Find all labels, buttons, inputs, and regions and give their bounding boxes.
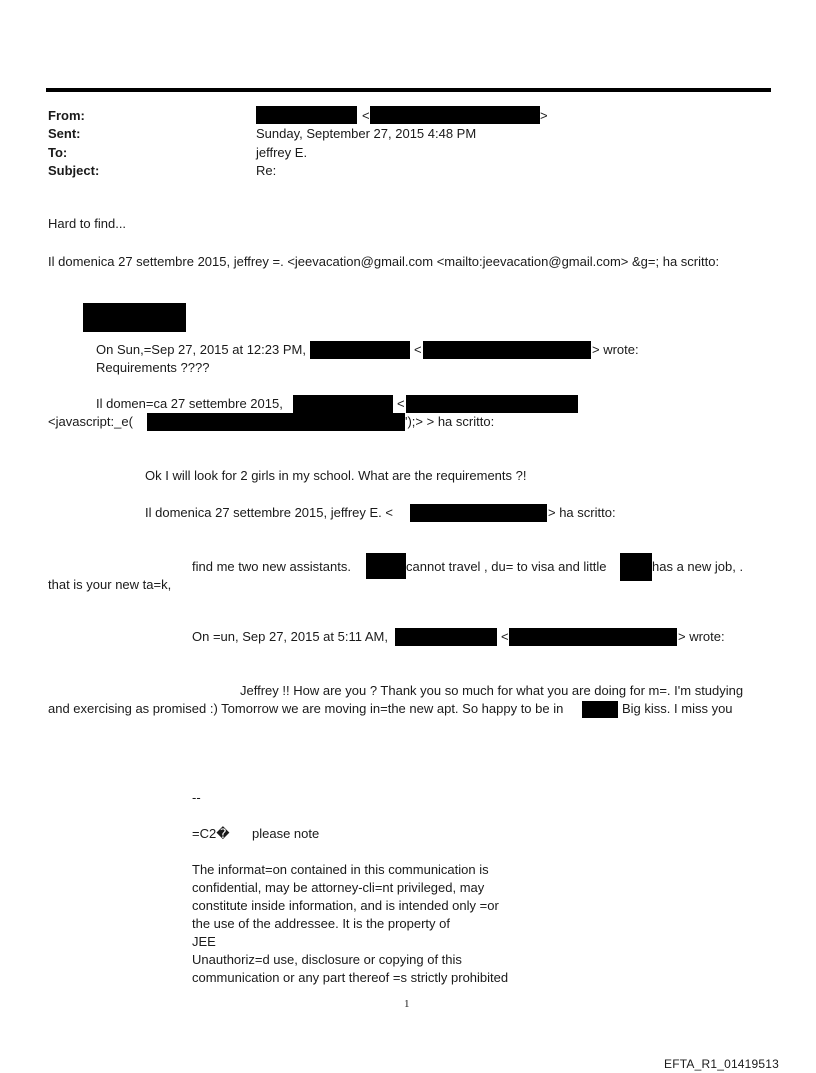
quote2-ha-scritto: ');> > ha scritto:	[405, 414, 495, 429]
subject-value: Re:	[256, 163, 277, 178]
redaction-q2-email	[406, 395, 578, 413]
page-number: 1	[404, 998, 410, 1010]
redaction-q4-email	[410, 504, 547, 522]
quote2-javascript: <javascript:_e(	[48, 414, 133, 429]
redaction-q1-email	[423, 341, 591, 359]
from-lt: <	[362, 108, 370, 123]
body-line-1: Hard to find...	[48, 216, 127, 231]
disclaimer-line-6: Unauthoriz=d use, disclosure or copying of this	[192, 952, 462, 967]
quote5-text-d: that is your new ta=k,	[48, 577, 172, 592]
signature-dash: --	[192, 790, 201, 805]
disclaimer-line-7: communication or any part thereof =s strictly prohibited	[192, 970, 509, 985]
disclaimer-line-2: confidential, may be attorney-cli=nt privileged, may	[192, 880, 485, 895]
from-label: From:	[48, 108, 85, 123]
disclaimer-line-1: The informat=on contained in this communication is	[192, 862, 489, 877]
quote1-lt: <	[414, 342, 422, 357]
disclaimer-line-5: JEE	[192, 934, 216, 949]
redaction-q2-name	[293, 395, 393, 413]
quote6-wrote: > wrote:	[678, 629, 725, 644]
redaction-q1-name	[310, 341, 410, 359]
redaction-from-name	[256, 106, 357, 124]
quote7-line-2: and exercising as promised :) Tomorrow we are moving in=the new apt. So happy to be in	[48, 701, 564, 716]
quote1-header: On Sun,=Sep 27, 2015 at 12:23 PM,	[96, 342, 306, 357]
to-value: jeffrey E.	[256, 145, 308, 160]
body-line-2: Il domenica 27 settembre 2015, jeffrey =. <jeevacation@gmail.com <mailto:jeevacation@gmail.com> &g=; ha scritto:	[48, 254, 720, 269]
disclaimer-line-4: the use of the addressee. It is the property of	[192, 916, 450, 931]
quote1-text: Requirements ????	[96, 360, 210, 375]
quote4-header: Il domenica 27 settembre 2015, jeffrey E. <	[145, 505, 393, 520]
redaction-q6-name	[395, 628, 497, 646]
quote7-line-2-end: Big kiss. I miss you	[622, 701, 733, 716]
signature-c2: =C2�	[192, 826, 230, 841]
quote2-header: Il domen=ca 27 settembre 2015,	[96, 396, 283, 411]
quote5-text-a: find me two new assistants.	[192, 559, 351, 574]
redaction-block-1	[83, 303, 186, 332]
sent-label: Sent:	[48, 126, 81, 141]
subject-label: Subject:	[48, 163, 100, 178]
from-gt: >	[540, 108, 548, 123]
quote6-lt: <	[501, 629, 509, 644]
redaction-q5-name-1	[366, 553, 406, 579]
quote5-text-c: has a new job, .	[652, 559, 744, 574]
redaction-q2-js	[147, 413, 405, 431]
quote6-header: On =un, Sep 27, 2015 at 5:11 AM,	[192, 629, 388, 644]
disclaimer-line-3: constitute inside information, and is intended only =or	[192, 898, 499, 913]
redaction-q7-place	[582, 701, 618, 718]
redaction-from-email	[370, 106, 540, 124]
signature-please-note: please note	[252, 826, 320, 841]
quote7-line-1: Jeffrey !! How are you ? Thank you so much for what you are doing for m=. I'm studying	[240, 683, 744, 698]
document-id: EFTA_R1_01419513	[664, 1057, 780, 1071]
quote3-text: Ok I will look for 2 girls in my school. What are the requirements ?!	[145, 468, 527, 483]
header-rule	[46, 88, 771, 92]
redaction-q6-email	[509, 628, 677, 646]
to-label: To:	[48, 145, 68, 160]
quote1-wrote: > wrote:	[592, 342, 639, 357]
quote4-ha-scritto: > ha scritto:	[548, 505, 616, 520]
redaction-q5-name-2	[620, 553, 652, 581]
quote5-text-b: cannot travel , du= to visa and little	[406, 559, 607, 574]
quote2-lt: <	[397, 396, 405, 411]
sent-value: Sunday, September 27, 2015 4:48 PM	[256, 126, 477, 141]
